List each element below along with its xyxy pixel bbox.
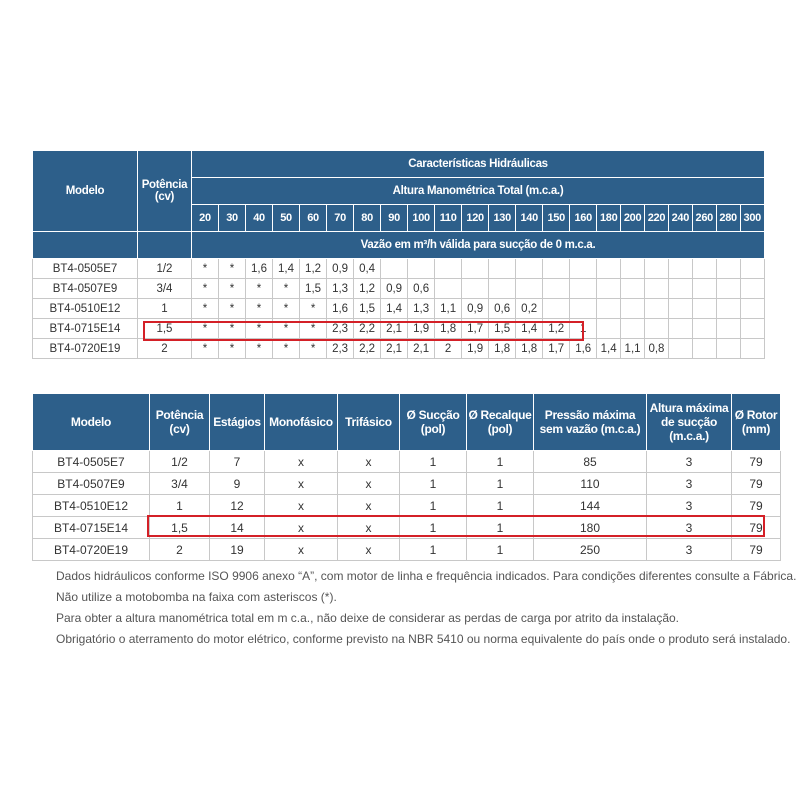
flow-cell: 1,3 [327,279,354,299]
flow-cell [645,299,669,319]
flow-cell: 1,6 [327,299,354,319]
height-header: 300 [740,205,764,232]
spec-cell: 2 [150,539,210,561]
flow-cell [597,259,621,279]
height-header: 70 [327,205,354,232]
flow-cell: * [219,339,246,359]
flow-cell: 1,8 [489,339,516,359]
spec-cell: x [265,451,338,473]
flow-cell [543,259,570,279]
flow-cell [668,259,692,279]
flow-cell: 0,9 [327,259,354,279]
spec-header: Trifásico [338,394,400,451]
flow-cell: 1,4 [597,339,621,359]
height-header: 220 [645,205,669,232]
table-row [33,495,781,517]
model-cell: BT4-0720E19 [33,339,138,359]
flow-cell [740,319,764,339]
flow-cell: 1,6 [246,259,273,279]
flow-cell [668,319,692,339]
height-header: 160 [570,205,597,232]
flow-cell: 1,2 [543,319,570,339]
flow-cell [716,299,740,319]
spec-cell: 79 [732,451,781,473]
spec-cell: x [338,451,400,473]
flow-cell: 2,1 [408,339,435,359]
flow-cell: 2,2 [354,339,381,359]
spec-cell: 250 [534,539,647,561]
flow-cell [435,279,462,299]
flow-cell [716,259,740,279]
flow-caption: Vazão em m³/h válida para sucção de 0 m.c.a. [191,232,764,259]
spec-cell: 1 [400,517,467,539]
flow-cell: 1,8 [516,339,543,359]
model-cell: BT4-0715E14 [33,319,138,339]
spec-header: Potência (cv) [150,394,210,451]
flow-cell [543,279,570,299]
flow-cell: 0,6 [489,299,516,319]
flow-cell: 1,5 [300,279,327,299]
flow-cell: 1,4 [516,319,543,339]
table-row [33,259,765,279]
flow-cell [621,299,645,319]
flow-cell [570,299,597,319]
flow-cell: 1,1 [435,299,462,319]
flow-cell: 0,9 [381,279,408,299]
spec-cell: 3/4 [150,473,210,495]
flow-cell [462,259,489,279]
flow-cell: * [273,299,300,319]
spec-cell: 144 [534,495,647,517]
spec-cell: x [338,495,400,517]
power-cell: 1,5 [137,319,191,339]
flow-cell [381,259,408,279]
spec-cell: BT4-0507E9 [33,473,150,495]
flow-cell: 2,3 [327,339,354,359]
flow-cell: * [273,319,300,339]
flow-cell: 0,8 [645,339,669,359]
flow-cell [645,319,669,339]
spec-cell: 3 [647,495,732,517]
flow-cell: * [273,339,300,359]
table-row [33,451,781,473]
flow-cell [740,299,764,319]
flow-cell: 2 [435,339,462,359]
spec-cell: 12 [210,495,265,517]
power-cell: 2 [137,339,191,359]
flow-cell: * [219,319,246,339]
flow-cell [716,319,740,339]
flow-cell: * [246,279,273,299]
power-cell: 3/4 [137,279,191,299]
flow-cell: * [273,279,300,299]
flow-cell: 2,2 [354,319,381,339]
flow-cell: 1,5 [489,319,516,339]
spec-cell: 180 [534,517,647,539]
spec-header: Modelo [33,394,150,451]
spec-cell: x [338,517,400,539]
spec-header: Estágios [210,394,265,451]
flow-cell: * [300,339,327,359]
flow-cell: 1,2 [354,279,381,299]
flow-cell [645,259,669,279]
flow-cell [597,319,621,339]
flow-cell: 1,4 [381,299,408,319]
flow-cell: 1,8 [435,319,462,339]
note-3: Para obter a altura manométrica total em m c.a., não deixe de considerar as perdas de carga por atrito da instalação. [56,611,680,625]
flow-cell [668,299,692,319]
spec-cell: 1 [467,451,534,473]
height-header: 280 [716,205,740,232]
flow-cell [740,259,764,279]
spec-cell: 19 [210,539,265,561]
flow-cell [543,299,570,319]
spec-cell: x [338,539,400,561]
spec-cell: 7 [210,451,265,473]
spec-cell: 1 [467,495,534,517]
height-header: 130 [489,205,516,232]
spec-cell: 9 [210,473,265,495]
group-title: Características Hidráulicas [191,151,764,178]
flow-cell: 1,5 [354,299,381,319]
spec-cell: BT4-0715E14 [33,517,150,539]
height-header: 100 [408,205,435,232]
flow-cell [668,279,692,299]
flow-cell: * [191,279,218,299]
flow-cell: 1,6 [570,339,597,359]
height-header: 30 [219,205,246,232]
spec-cell: 14 [210,517,265,539]
flow-cell [645,279,669,299]
table-row [33,539,781,561]
spec-header: Pressão máxima sem vazão (m.c.a.) [534,394,647,451]
flow-cell: 2,3 [327,319,354,339]
spec-cell: x [265,473,338,495]
flow-cell [716,339,740,359]
flow-cell: 0,2 [516,299,543,319]
flow-cell [621,279,645,299]
flow-cell: 1,9 [462,339,489,359]
spec-cell: 3 [647,451,732,473]
flow-cell: * [300,319,327,339]
spec-cell: 110 [534,473,647,495]
flow-cell: * [300,299,327,319]
height-header: 40 [246,205,273,232]
flow-cell [692,319,716,339]
spec-cell: 1 [400,473,467,495]
spec-cell: BT4-0505E7 [33,451,150,473]
flow-cell: 1,9 [408,319,435,339]
subgroup-title: Altura Manométrica Total (m.c.a.) [191,178,764,205]
spec-header: Altura máxima de sucção (m.c.a.) [647,394,732,451]
spec-cell: 1,5 [150,517,210,539]
flow-cell: 1,7 [462,319,489,339]
flow-cell: 0,9 [462,299,489,319]
spec-header: Ø Sucção (pol) [400,394,467,451]
flow-cell [692,279,716,299]
flow-cell: * [246,319,273,339]
flow-cell [570,279,597,299]
flow-cell: 1,7 [543,339,570,359]
spec-cell: BT4-0720E19 [33,539,150,561]
spec-cell: 79 [732,539,781,561]
spec-cell: 79 [732,495,781,517]
spec-cell: 3 [647,539,732,561]
flow-cell: * [246,299,273,319]
spec-cell: x [265,539,338,561]
flow-cell: 0,6 [408,279,435,299]
note-4: Obrigatório o aterramento do motor elétrico, conforme previsto na NBR 5410 ou norma equivalente do país onde o produto será instalado. [56,632,791,646]
flow-cell [621,319,645,339]
table-row [33,279,765,299]
height-header: 150 [543,205,570,232]
height-header: 180 [597,205,621,232]
spec-cell: 3 [647,473,732,495]
spec-cell: 1 [400,539,467,561]
spec-header: Monofásico [265,394,338,451]
flow-cell [716,279,740,299]
note-1: Dados hidráulicos conforme ISO 9906 anexo “A”, com motor de linha e frequência indicados. Para condições diferentes consulte a Fábrica. [56,569,797,583]
flow-cell [516,259,543,279]
spec-cell: 79 [732,473,781,495]
flow-cell [668,339,692,359]
flow-cell: * [219,299,246,319]
model-cell: BT4-0505E7 [33,259,138,279]
flow-cell [570,259,597,279]
model-cell: BT4-0510E12 [33,299,138,319]
col-potencia: Potência (cv) [137,151,191,232]
flow-cell [621,259,645,279]
spec-header: Ø Recalque (pol) [467,394,534,451]
flow-cell: 1,3 [408,299,435,319]
flow-cell [597,279,621,299]
height-header: 120 [462,205,489,232]
height-header: 260 [692,205,716,232]
flow-cell [516,279,543,299]
highlight-box-hydraulic [143,321,584,341]
flow-cell: 2,1 [381,339,408,359]
flow-cell: 2,1 [381,319,408,339]
table-row [33,473,781,495]
flow-cell [597,299,621,319]
height-header: 60 [300,205,327,232]
height-header: 20 [191,205,218,232]
spec-cell: x [265,495,338,517]
spec-cell: 1 [150,495,210,517]
spec-cell: x [338,473,400,495]
spec-cell: 3 [647,517,732,539]
flow-cell [740,339,764,359]
height-header: 240 [668,205,692,232]
flow-cell: * [246,339,273,359]
spec-cell: 1 [467,473,534,495]
spec-cell: x [265,517,338,539]
flow-cell: * [191,319,218,339]
table-row [33,339,765,359]
flow-cell [692,339,716,359]
height-header: 110 [435,205,462,232]
note-2: Não utilize a motobomba na faixa com asteriscos (*). [56,590,337,604]
height-header: 200 [621,205,645,232]
flow-cell [489,279,516,299]
power-cell: 1 [137,299,191,319]
flow-cell: 1,2 [300,259,327,279]
flow-cell: * [219,259,246,279]
spec-cell: 1 [400,495,467,517]
flow-cell: * [191,259,218,279]
col-modelo: Modelo [33,151,138,232]
spec-cell: BT4-0510E12 [33,495,150,517]
spec-cell: 1 [467,539,534,561]
flow-cell: * [191,339,218,359]
spec-cell: 1 [400,451,467,473]
model-cell: BT4-0507E9 [33,279,138,299]
flow-cell [740,279,764,299]
table-row [33,299,765,319]
spec-header: Ø Rotor (mm) [732,394,781,451]
highlight-box-spec [147,515,765,537]
spec-cell: 79 [732,517,781,539]
flow-cell [462,279,489,299]
flow-cell [435,259,462,279]
flow-cell [408,259,435,279]
spec-cell: 1 [467,517,534,539]
flow-cell [692,299,716,319]
flow-cell: * [191,299,218,319]
height-header: 80 [354,205,381,232]
power-cell: 1/2 [137,259,191,279]
flow-cell [489,259,516,279]
spec-cell: 1/2 [150,451,210,473]
flow-cell: 1 [570,319,597,339]
height-header: 140 [516,205,543,232]
flow-cell [692,259,716,279]
height-header: 90 [381,205,408,232]
height-header: 50 [273,205,300,232]
notes [56,566,797,650]
flow-cell: 1,4 [273,259,300,279]
flow-cell: 1,1 [621,339,645,359]
flow-cell: 0,4 [354,259,381,279]
flow-cell: * [219,279,246,299]
spec-cell: 85 [534,451,647,473]
